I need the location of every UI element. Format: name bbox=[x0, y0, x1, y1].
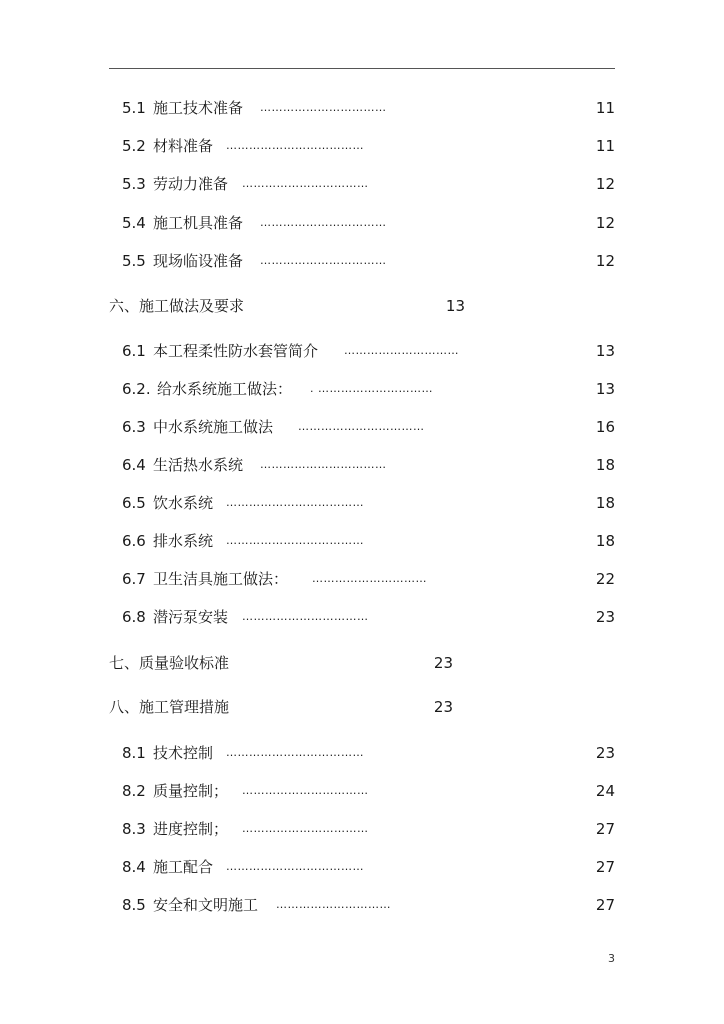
toc-entry-title: 技术控制 bbox=[153, 744, 214, 762]
toc-leader-dots: …………………………… bbox=[298, 420, 425, 433]
toc-entry-number: 6.3 bbox=[122, 418, 146, 436]
toc-leader-dots: ……………………………… bbox=[226, 139, 364, 152]
toc-entry-title: 劳动力准备 bbox=[153, 175, 229, 193]
toc-entry-number: 6.6 bbox=[122, 532, 146, 550]
toc-page-8: 23 bbox=[433, 698, 453, 716]
toc-page-6-7: 22 bbox=[595, 570, 615, 588]
toc-entry-number: 5.1 bbox=[122, 99, 146, 117]
toc-page-6: 13 bbox=[445, 297, 465, 315]
toc-entry-title: 材料准备 bbox=[153, 137, 214, 155]
toc-entry-title: 安全和文明施工 bbox=[153, 896, 259, 914]
toc-section-title: 八、施工管理措施 bbox=[109, 698, 230, 716]
toc-entry-title: 中水系统施工做法 bbox=[153, 418, 274, 436]
toc-entry-title: 卫生洁具施工做法： bbox=[153, 570, 289, 588]
toc-page-8-5: 27 bbox=[595, 896, 615, 914]
toc-entry-number: 6.8 bbox=[122, 608, 146, 626]
toc-leader-dots: …………………………… bbox=[260, 101, 387, 114]
toc-page-8-2: 24 bbox=[595, 782, 615, 800]
page-number: 3 bbox=[608, 952, 615, 965]
toc-entry-title: 施工技术准备 bbox=[153, 99, 244, 117]
toc-entry-number: 6.4 bbox=[122, 456, 146, 474]
toc-entry-number: 8.2 bbox=[122, 782, 146, 800]
toc-entry-number: 8.1 bbox=[122, 744, 146, 762]
toc-leader-dots: …………………………… bbox=[260, 254, 387, 267]
toc-page-6-8: 23 bbox=[595, 608, 615, 626]
toc-page-6-1: 13 bbox=[595, 342, 615, 360]
toc-leader-dots: …………………………… bbox=[242, 822, 369, 835]
toc-page-5-2: 11 bbox=[595, 137, 615, 155]
toc-leader-dots: ……………………………… bbox=[226, 746, 364, 759]
toc-entry-title: 进度控制； bbox=[153, 820, 229, 838]
toc-page-5-1: 11 bbox=[595, 99, 615, 117]
toc-page-5-4: 12 bbox=[595, 214, 615, 232]
toc-page-6-2: 13 bbox=[595, 380, 615, 398]
toc-page-8-1: 23 bbox=[595, 744, 615, 762]
header-rule bbox=[109, 68, 615, 69]
toc-page-7: 23 bbox=[433, 654, 453, 672]
toc-leader-dots: …………………………… bbox=[260, 216, 387, 229]
toc-entry-title: 现场临设准备 bbox=[153, 252, 244, 270]
toc-leader-dots: ……………………………… bbox=[226, 860, 364, 873]
toc-entry-number: 8.3 bbox=[122, 820, 146, 838]
toc-leader-dots: ………………………… bbox=[344, 344, 459, 357]
toc-entry-number: 5.5 bbox=[122, 252, 146, 270]
toc-page-8-3: 27 bbox=[595, 820, 615, 838]
toc-entry-number: 5.2 bbox=[122, 137, 146, 155]
toc-leader-dots: …………………………… bbox=[242, 784, 369, 797]
toc-entry-title: 排水系统 bbox=[153, 532, 214, 550]
toc-entry-number: 5.4 bbox=[122, 214, 146, 232]
toc-leader-dots: …………………………… bbox=[260, 458, 387, 471]
toc-leader-dots: . ………………………… bbox=[310, 382, 433, 395]
toc-leader-dots: ………………………… bbox=[276, 898, 391, 911]
toc-entry-title: 施工配合 bbox=[153, 858, 214, 876]
toc-page-6-5: 18 bbox=[595, 494, 615, 512]
toc-entry-number: 8.4 bbox=[122, 858, 146, 876]
toc-leader-dots: …………………………… bbox=[242, 610, 369, 623]
toc-page-8-4: 27 bbox=[595, 858, 615, 876]
toc-entry-title: 饮水系统 bbox=[153, 494, 214, 512]
toc-entry-number: 6.1 bbox=[122, 342, 146, 360]
toc-page-6-4: 18 bbox=[595, 456, 615, 474]
toc-entry-number: 6.2. bbox=[122, 380, 151, 398]
toc-leader-dots: …………………………… bbox=[242, 177, 369, 190]
toc-leader-dots: ……………………………… bbox=[226, 496, 364, 509]
toc-entry-title: 给水系统施工做法： bbox=[157, 380, 293, 398]
toc-entry-number: 5.3 bbox=[122, 175, 146, 193]
toc-leader-dots: ………………………… bbox=[312, 572, 427, 585]
toc-page-6-3: 16 bbox=[595, 418, 615, 436]
toc-entry-title: 本工程柔性防水套管简介 bbox=[153, 342, 319, 360]
toc-entry-title: 生活热水系统 bbox=[153, 456, 244, 474]
toc-page-5-3: 12 bbox=[595, 175, 615, 193]
toc-entry-number: 8.5 bbox=[122, 896, 146, 914]
toc-page-6-6: 18 bbox=[595, 532, 615, 550]
toc-page-5-5: 12 bbox=[595, 252, 615, 270]
toc-entry-title: 施工机具准备 bbox=[153, 214, 244, 232]
toc-entry-number: 6.7 bbox=[122, 570, 146, 588]
toc-entry-title: 潜污泵安装 bbox=[153, 608, 229, 626]
toc-entry-title: 质量控制； bbox=[153, 782, 229, 800]
toc-section-title: 六、施工做法及要求 bbox=[109, 297, 245, 315]
toc-leader-dots: ……………………………… bbox=[226, 534, 364, 547]
toc-section-title: 七、质量验收标准 bbox=[109, 654, 230, 672]
toc-entry-number: 6.5 bbox=[122, 494, 146, 512]
